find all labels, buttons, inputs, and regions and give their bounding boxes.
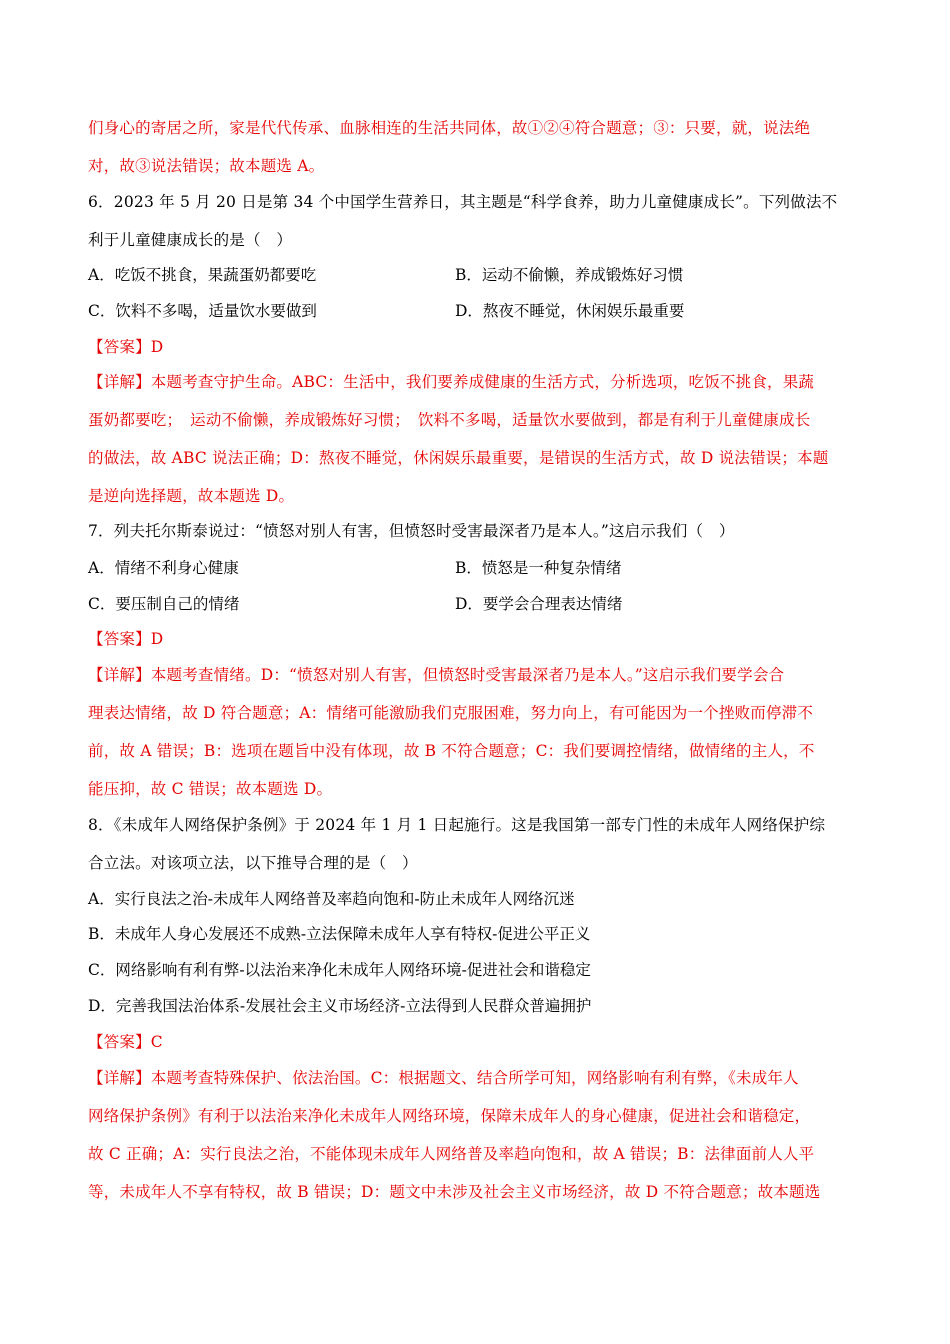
question-7-explanation: 能压抑，故 C 错误；故本题选 D。 (88, 780, 333, 798)
question-7-option-b: B．愤怒是一种复杂情绪 (455, 559, 622, 577)
question-6-option-c: C．饮料不多喝，适量饮水要做到 (88, 302, 317, 320)
question-7-explanation: 前，故 A 错误；B：选项在题旨中没有体现，故 B 不符合题意；C：我们要调控情绪，做情绪的主人，不 (88, 742, 815, 760)
explanation-line: 对，故③说法错误；故本题选 A。 (88, 157, 325, 175)
question-8-option-d: D．完善我国法治体系-发展社会主义市场经济-立法得到人民群众普遍拥护 (88, 997, 592, 1015)
question-8-stem: 8．《未成年人网络保护条例》于 2024 年 1 月 1 日起施行。这是我国第一部专门性的未成年人网络保护综 (88, 816, 826, 834)
question-8-explanation: 故 C 正确；A：实行良法之治，不能体现未成年人网络普及率趋向饱和，故 A 错误；B：法律面前人人平 (88, 1145, 815, 1163)
question-8-option-b: B．未成年人身心发展还不成熟-立法保障未成年人享有特权-促进公平正义 (88, 925, 591, 943)
question-6-option-d: D．熬夜不睡觉，休闲娱乐最重要 (455, 302, 685, 320)
question-7-option-c: C．要压制自己的情绪 (88, 595, 240, 613)
question-7-option-d: D．要学会合理表达情绪 (455, 595, 623, 613)
question-8-stem: 合立法。对该项立法，以下推导合理的是（ ） (88, 854, 418, 872)
question-6-answer: 【答案】D (88, 338, 164, 356)
question-7-explanation: 【详解】本题考查情绪。D：“愤怒对别人有害，但愤怒时受害最深者乃是本人。”这启示我们要学会合 (88, 666, 785, 684)
question-8-answer: 【答案】C (88, 1033, 163, 1051)
question-8-explanation: 【详解】本题考查特殊保护、依法治国。C：根据题文、结合所学可知，网络影响有利有弊，《未成年人 (88, 1069, 799, 1087)
question-7-answer: 【答案】D (88, 630, 164, 648)
question-7-option-a: A．情绪不利身心健康 (88, 559, 239, 577)
question-6-explanation: 【详解】本题考查守护生命。ABC：生活中，我们要养成健康的生活方式，分析选项，吃饭不挑食，果蔬 (88, 373, 815, 391)
question-8-explanation: 网络保护条例》有利于以法治来净化未成年人网络环境，保障未成年人的身心健康，促进社会和谐稳定， (88, 1107, 811, 1125)
question-6-explanation: 是逆向选择题，故本题选 D。 (88, 487, 295, 505)
question-6-explanation: 蛋奶都要吃； 运动不偷懒，养成锻炼好习惯； 饮料不多喝，适量饮水要做到，都是有利于儿童健康成长 (88, 411, 811, 429)
question-8-explanation: 等，未成年人不享有特权，故 B 错误；D：题文中未涉及社会主义市场经济，故 D 不符合题意；故本题选 (88, 1183, 821, 1201)
question-7-explanation: 理表达情绪，故 D 符合题意；A：情绪可能激励我们克服困难，努力向上，有可能因为一个挫败而停滞不 (88, 704, 814, 722)
question-8-option-c: C．网络影响有利有弊-以法治来净化未成年人网络环境-促进社会和谐稳定 (88, 961, 591, 979)
explanation-line: 们身心的寄居之所，家是代代传承、血脉相连的生活共同体，故①②④符合题意；③：只要，就，说法绝 (88, 119, 811, 137)
question-6-option-a: A．吃饭不挑食，果蔬蛋奶都要吃 (88, 266, 317, 284)
question-6-explanation: 的做法，故 ABC 说法正确；D：熬夜不睡觉，休闲娱乐最重要，是错误的生活方式，故 D 说法错误；本题 (88, 449, 829, 467)
question-7-stem: 7．列夫托尔斯泰说过：“愤怒对别人有害，但愤怒时受害最深者乃是本人。”这启示我们（ ） (88, 522, 735, 540)
question-6-stem: 6．2023 年 5 月 20 日是第 34 个中国学生营养日，其主题是“科学食养，助力儿童健康成长”。下列做法不 (88, 193, 838, 211)
question-6-option-b: B．运动不偷懒，养成锻炼好习惯 (455, 266, 684, 284)
question-6-stem: 利于儿童健康成长的是（ ） (88, 231, 293, 249)
question-8-option-a: A．实行良法之治-未成年人网络普及率趋向饱和-防止未成年人网络沉迷 (88, 890, 575, 908)
